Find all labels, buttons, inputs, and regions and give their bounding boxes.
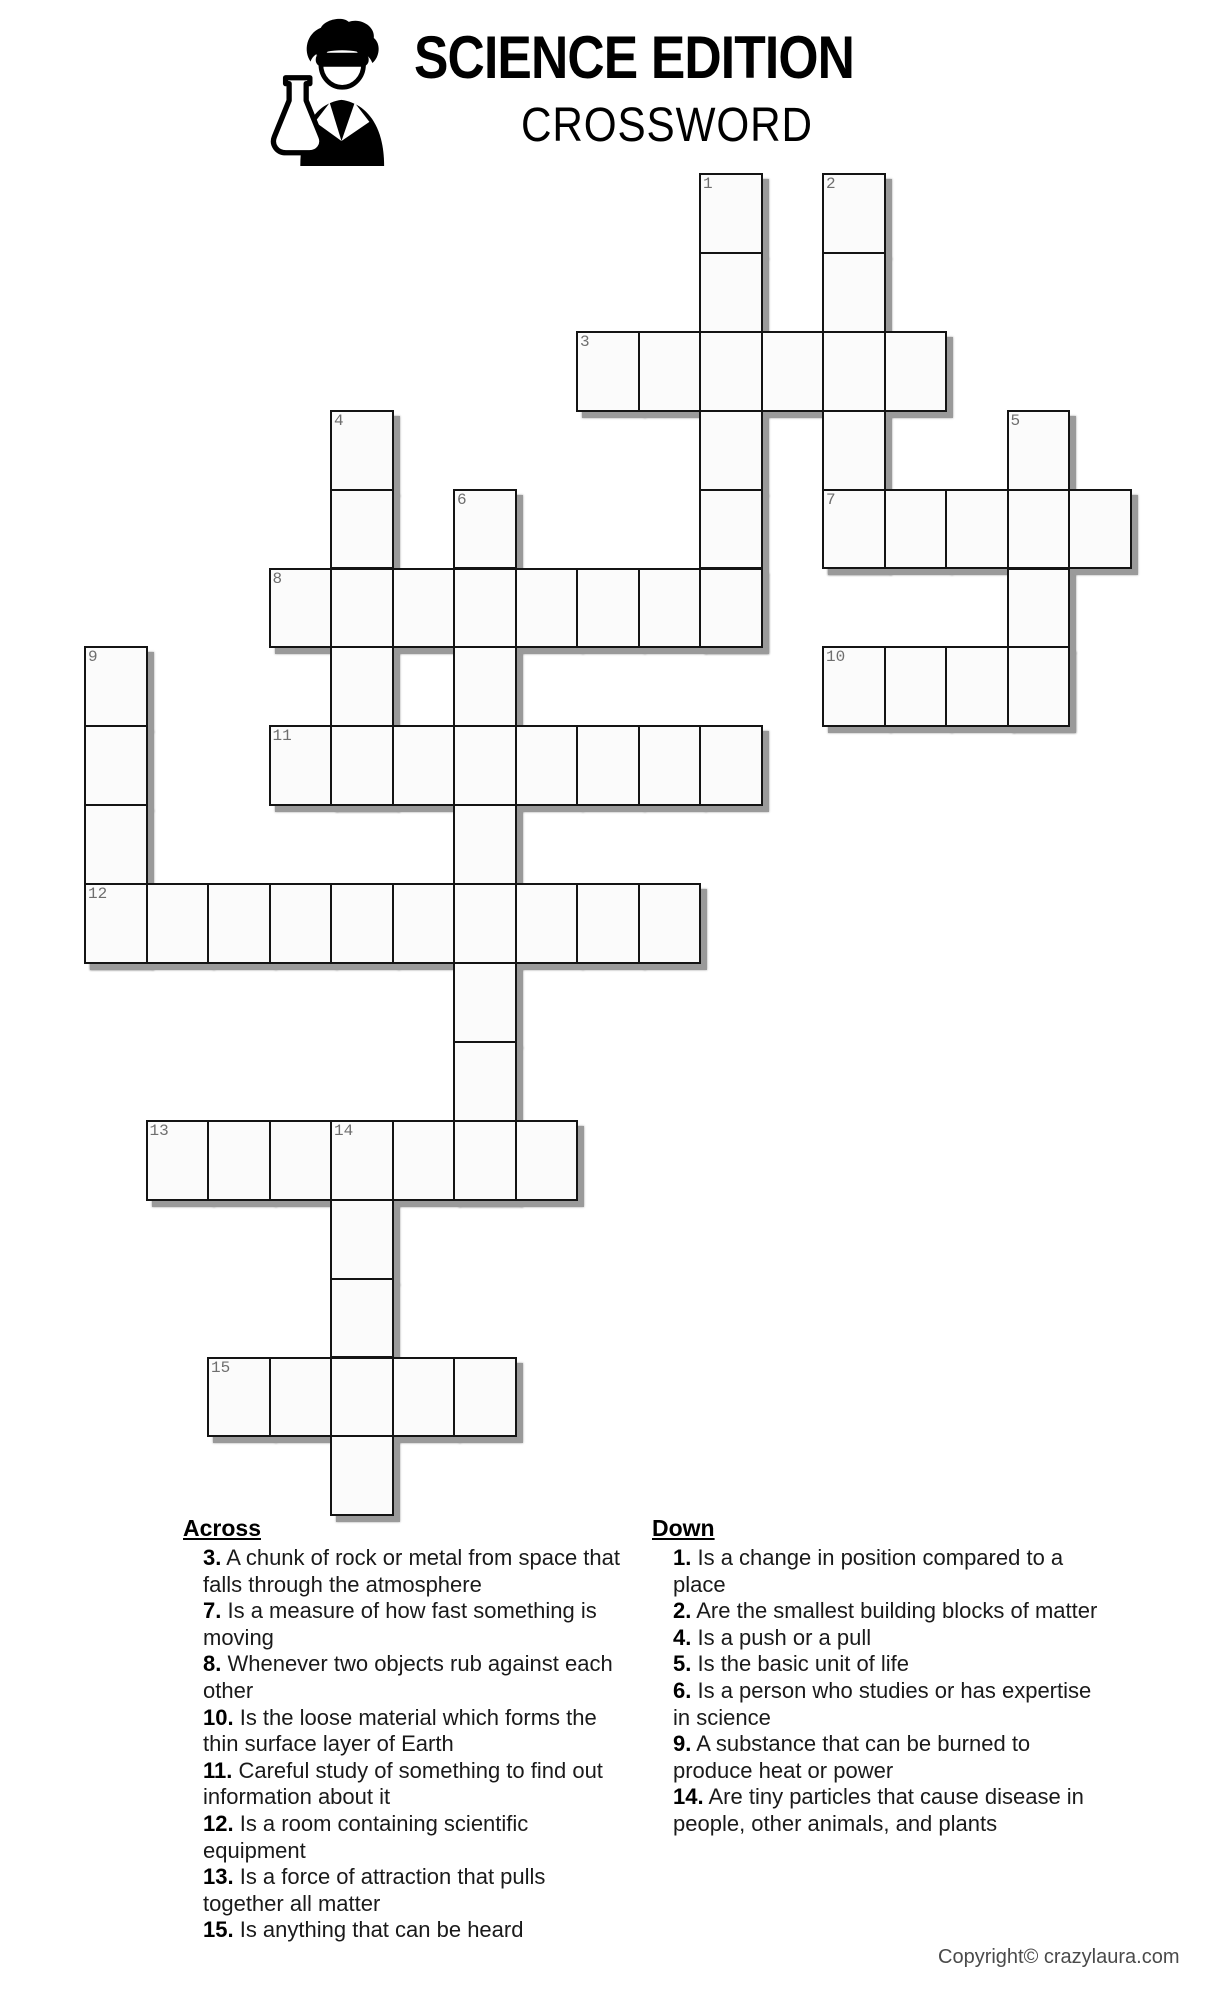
clue-number: 9. <box>673 1731 692 1757</box>
grid-cell[interactable] <box>576 568 640 649</box>
clue-item: 10. Is the loose material which forms the thin surface layer of Earth <box>203 1704 597 1757</box>
clue-item: 7. Is a measure of how fast something is moving <box>203 1598 597 1650</box>
grid-cell[interactable] <box>699 252 763 333</box>
clue-item: 6. Is a person who studies or has expertise in science <box>673 1677 1092 1730</box>
grid-cell[interactable] <box>699 725 763 806</box>
clue-item: 14. Are tiny particles that cause disease in people, other animals, and plants <box>673 1784 1084 1836</box>
cell-number: 5 <box>1010 411 1021 430</box>
grid-cell[interactable] <box>638 331 702 412</box>
clue-number: 7. <box>203 1598 222 1624</box>
grid-cell[interactable] <box>515 1120 579 1201</box>
grid-cell[interactable] <box>638 568 702 649</box>
cell-number: 14 <box>334 1121 354 1140</box>
clue-number: 1. <box>673 1545 692 1570</box>
grid-cell[interactable] <box>330 1199 394 1280</box>
clue-number: 14. <box>673 1784 704 1810</box>
grid-cell[interactable] <box>453 962 517 1043</box>
grid-cell[interactable] <box>699 173 763 254</box>
clue-number: 8. <box>203 1651 222 1677</box>
grid-cell[interactable] <box>453 883 517 964</box>
grid-cell[interactable] <box>822 331 886 412</box>
clue-item: 4. Is a push or a pull <box>673 1624 872 1650</box>
grid-cell[interactable] <box>269 1357 333 1438</box>
down-clue-list <box>673 1545 1173 1838</box>
cell-number: 3 <box>580 332 590 351</box>
grid-cell[interactable] <box>84 804 148 885</box>
grid-cell[interactable] <box>84 646 148 727</box>
grid-cell[interactable] <box>822 173 886 254</box>
grid-cell[interactable] <box>822 410 886 491</box>
grid-cell[interactable] <box>330 725 394 806</box>
grid-cell[interactable] <box>453 1357 517 1438</box>
page-title: SCIENCE EDITION <box>414 24 855 91</box>
grid-cell[interactable] <box>269 1120 333 1201</box>
grid-cell[interactable] <box>269 725 333 806</box>
clue-number: 5. <box>673 1651 692 1677</box>
grid-cell[interactable] <box>330 646 394 727</box>
grid-cell[interactable] <box>330 883 394 964</box>
grid-cell[interactable] <box>822 646 886 727</box>
grid-cell[interactable] <box>453 1041 517 1122</box>
clue-item: 12. Is a room containing scientific equipment <box>203 1810 529 1863</box>
clue-number: 10. <box>203 1704 234 1730</box>
cell-number: 9 <box>88 648 98 667</box>
grid-cell[interactable] <box>699 410 763 491</box>
grid-cell[interactable] <box>515 725 579 806</box>
cell-number: 2 <box>826 175 836 193</box>
clue-number: 11. <box>203 1757 233 1783</box>
cell-number: 6 <box>457 490 467 509</box>
grid-cell[interactable] <box>576 725 640 806</box>
grid-cell[interactable] <box>453 489 517 570</box>
clue-item: 15. Is anything that can be heard <box>203 1917 524 1943</box>
cell-number: 1 <box>703 175 713 193</box>
grid-cell[interactable] <box>761 331 825 412</box>
grid-cell[interactable] <box>945 489 1009 570</box>
down-heading: Down <box>652 1515 715 1541</box>
grid-cell[interactable] <box>1007 489 1071 570</box>
grid-cell[interactable] <box>330 1357 394 1438</box>
grid-cell[interactable] <box>699 331 763 412</box>
grid-cell[interactable] <box>207 883 271 964</box>
grid-cell[interactable] <box>453 646 517 727</box>
grid-cell[interactable] <box>576 883 640 964</box>
grid-cell[interactable] <box>1007 646 1071 727</box>
grid-cell[interactable] <box>1007 568 1071 649</box>
grid-cell[interactable] <box>392 1120 456 1201</box>
clue-item: 9. A substance that can be burned to produce heat or power <box>673 1731 1031 1783</box>
grid-cell[interactable] <box>453 804 517 885</box>
grid-cell[interactable] <box>330 489 394 570</box>
grid-cell[interactable] <box>884 331 948 412</box>
grid-cell[interactable] <box>638 883 702 964</box>
grid-cell[interactable] <box>576 331 640 412</box>
grid-cell[interactable] <box>392 725 456 806</box>
clue-number: 12. <box>203 1810 234 1836</box>
cell-number: 11 <box>272 727 292 746</box>
grid-cell[interactable] <box>392 568 456 649</box>
across-heading: Across <box>183 1515 261 1541</box>
cell-number: 13 <box>149 1121 169 1140</box>
grid-cell[interactable] <box>392 1357 456 1438</box>
grid-cell[interactable] <box>1007 410 1071 491</box>
grid-cell[interactable] <box>269 568 333 649</box>
grid-cell[interactable] <box>207 1357 271 1438</box>
clue-item: 13. Is a force of attraction that pulls together all matter <box>203 1864 546 1916</box>
page-subtitle: CROSSWORD <box>521 99 813 152</box>
grid-cell[interactable] <box>146 1120 210 1201</box>
grid-cell[interactable] <box>638 725 702 806</box>
grid-cell[interactable] <box>146 883 210 964</box>
grid-cell[interactable] <box>884 646 948 727</box>
grid-cell[interactable] <box>453 568 517 649</box>
grid-cell[interactable] <box>453 1120 517 1201</box>
grid-cell[interactable] <box>84 883 148 964</box>
grid-cell[interactable] <box>330 410 394 491</box>
grid-cell[interactable] <box>515 568 579 649</box>
grid-cell[interactable] <box>1068 489 1132 570</box>
across-clue-list <box>203 1545 683 1944</box>
clue-number: 4. <box>673 1624 692 1650</box>
cell-number: 10 <box>826 648 846 667</box>
grid-cell[interactable] <box>330 1278 394 1359</box>
clue-item: 3. A chunk of rock or metal from space that falls through the atmosphere <box>203 1545 620 1597</box>
cell-number: 7 <box>826 490 836 509</box>
cell-number: 12 <box>88 885 108 904</box>
cell-number: 8 <box>272 569 283 588</box>
grid-cell[interactable] <box>699 489 763 570</box>
cell-number: 4 <box>334 411 344 430</box>
grid-cell[interactable] <box>269 883 333 964</box>
grid-cell[interactable] <box>945 646 1009 727</box>
cell-number: 15 <box>211 1358 231 1377</box>
clue-number: 13. <box>203 1864 234 1890</box>
grid-cell[interactable] <box>453 725 517 806</box>
grid-cell[interactable] <box>330 568 394 649</box>
grid-cell[interactable] <box>699 568 763 649</box>
clue-item: 11. Careful study of something to find out information about it <box>203 1757 603 1810</box>
grid-cell[interactable] <box>330 1120 394 1201</box>
clue-item: 2. Are the smallest building blocks of matter <box>673 1598 1098 1624</box>
clue-item: 5. Is the basic unit of life <box>673 1651 910 1677</box>
copyright: Copyright© crazylaura.com <box>938 1946 1180 1968</box>
clue-item: 8. Whenever two objects rub against each other <box>203 1651 613 1703</box>
grid-cell[interactable] <box>822 489 886 570</box>
grid-cell[interactable] <box>207 1120 271 1201</box>
grid-cell[interactable] <box>84 725 148 806</box>
grid-cell[interactable] <box>330 1435 394 1516</box>
grid-cell[interactable] <box>884 489 948 570</box>
clue-item: 1. Is a change in position compared to a place <box>673 1545 1064 1597</box>
clue-number: 3. <box>203 1545 222 1570</box>
grid-cell[interactable] <box>822 252 886 333</box>
clue-number: 15. <box>203 1917 234 1943</box>
grid-cell[interactable] <box>515 883 579 964</box>
clue-number: 6. <box>673 1677 692 1703</box>
clue-number: 2. <box>673 1598 692 1624</box>
grid-cell[interactable] <box>392 883 456 964</box>
